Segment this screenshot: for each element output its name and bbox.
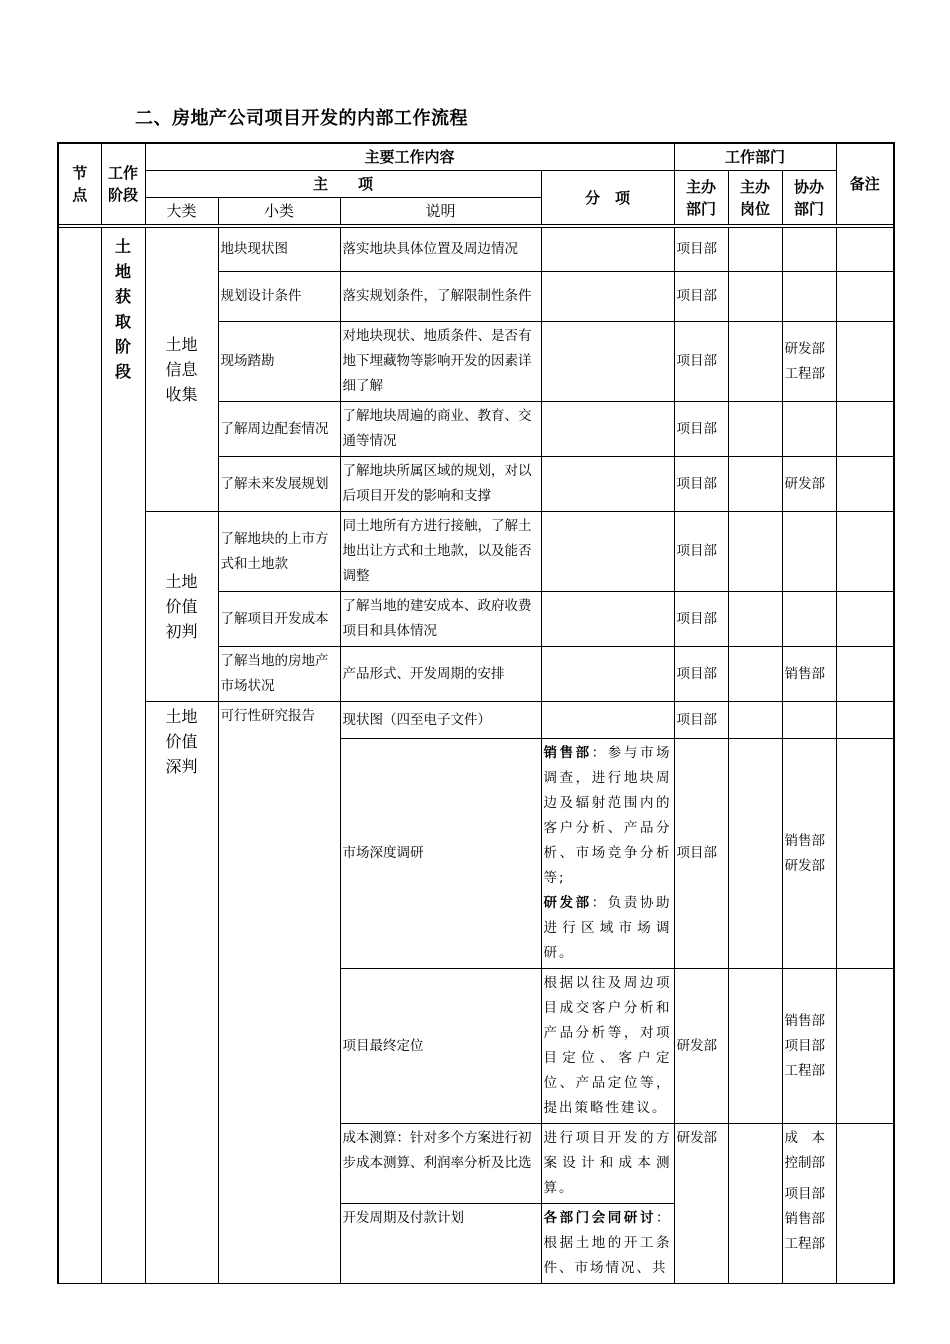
assist-multi: 项目部 销售部 工程部 [784,1186,826,1252]
table-cell-remark [836,969,894,1124]
table-cell-assist [782,512,836,592]
table-cell-post [728,228,782,272]
table-cell-post [728,322,782,402]
table-cell-host: 项目部 [674,457,728,512]
stage-name: 土 地 获 取 阶 段 [101,228,145,1284]
table-cell-desc: 落实地块具体位置及周边情况 [340,228,541,272]
header-description: 说明 [340,198,541,225]
table-cell-sub [541,592,674,647]
table-cell-assist [782,592,836,647]
table-cell-remark [836,228,894,272]
table-cell-sub [541,702,674,739]
table-cell-host: 项目部 [674,228,728,272]
table-cell-desc: 了解地块所属区域的规划，对以后项目开发的影响和支撑 [340,457,541,512]
table-cell-desc: 开发周期及付款计划 [340,1204,541,1284]
table-cell-post [728,512,782,592]
header-dept: 工作部门 [674,143,836,171]
table-cell-desc: 落实规划条件，了解限制性条件 [340,272,541,322]
table-cell-host: 项目部 [674,512,728,592]
table-cell-remark [836,592,894,647]
header-sub-item: 分 项 [541,171,674,225]
table-cell-host: 项目部 [674,402,728,457]
group-land-value-initial: 土地 价值 初判 [145,512,218,702]
page-title: 二、房地产公司项目开发的内部工作流程 [135,108,468,129]
table-cell-small: 可行性研究报告 [218,702,340,1284]
header-assist-dept: 协办 部门 [782,171,836,225]
workflow-table [57,142,895,1284]
table-cell-small: 了解地块的上市方式和土地款 [218,512,340,592]
table-cell-sub [541,228,674,272]
table-cell-post [728,592,782,647]
sub-text-rd: ：负责协助进行区域市场调研。 [543,895,672,961]
table-cell-assist: 研发部 工程部 [782,322,836,402]
table-cell-desc: 了解地块周遍的商业、教育、交通等情况 [340,402,541,457]
header-main-content: 主要工作内容 [145,143,674,171]
table-cell-remark [836,402,894,457]
table-cell-desc: 现状图（四至电子文件） [340,702,541,739]
table-cell-assist: 研发部 [782,457,836,512]
table-cell-post [728,272,782,322]
sub-text-sales: ：参与市场调查，进行地块周边及辐射范围内的客户分析、产品分析、市场竞争分析等; [543,745,672,886]
table-cell-host: 研发部 [674,1124,728,1284]
table-cell-remark [836,739,894,969]
table-cell-remark [836,322,894,402]
table-cell-sub: 进行项目开发的方案设计和成本测算。 [541,1124,674,1204]
table-cell-post [728,1124,782,1284]
table-cell-post [728,457,782,512]
header-host-post: 主办 岗位 [728,171,782,225]
header-host-dept: 主办 部门 [674,171,728,225]
table-cell-small: 了解未来发展规划 [218,457,340,512]
sub-bold-all-depts: 各部门会同研讨 [543,1210,657,1226]
group-land-info: 土地 信息 收集 [145,228,218,512]
table-cell-remark [836,1124,894,1284]
table-cell-sub [541,739,674,969]
table-cell-post [728,969,782,1124]
table-cell-small: 规划设计条件 [218,272,340,322]
table-cell-host: 项目部 [674,739,728,969]
table-cell-host: 研发部 [674,969,728,1124]
table-cell-post [728,402,782,457]
header-category-small: 小类 [218,198,340,225]
table-cell-assist [782,1124,836,1284]
node-cell [58,228,101,1284]
table-cell-assist: 销售部 项目部 工程部 [782,969,836,1124]
table-cell-desc: 成本测算：针对多个方案进行初步成本测算、利润率分析及比选 [340,1124,541,1204]
table-cell-remark [836,272,894,322]
table-cell-small: 现场踏勘 [218,322,340,402]
table-cell-small: 地块现状图 [218,228,340,272]
table-cell-small: 了解周边配套情况 [218,402,340,457]
sub-bold-rd: 研发部 [543,895,592,911]
table-cell-assist: 销售部 研发部 [782,739,836,969]
table-cell-remark [836,512,894,592]
table-cell-desc: 项目最终定位 [340,969,541,1124]
table-cell-host: 项目部 [674,702,728,739]
table-cell-sub [541,402,674,457]
table-cell-assist [782,702,836,739]
header-stage: 工作 阶段 [101,143,145,225]
table-cell-sub [541,272,674,322]
table-cell-desc: 了解当地的建安成本、政府收费项目和具体情况 [340,592,541,647]
table-cell-sub: 根据以往及周边项目成交客户分析和产品分析等，对项目定位、客户定位、产品定位等，提出策略性建议。 [541,969,674,1124]
table-cell-assist [782,402,836,457]
table-cell-remark [836,702,894,739]
table-cell-sub [541,512,674,592]
table-cell-sub [541,647,674,702]
table-cell-host: 项目部 [674,272,728,322]
assist-cost-control: 成 本 控制部 [784,1130,826,1171]
table-cell-post [728,739,782,969]
table-cell-small: 了解当地的房地产市场状况 [218,647,340,702]
table-cell-host: 项目部 [674,592,728,647]
header-remark: 备注 [836,143,894,225]
table-cell-remark [836,647,894,702]
table-cell-sub [541,322,674,402]
header-main-item: 主 项 [145,171,541,198]
header-node: 节 点 [58,143,101,225]
table-cell-desc: 对地块现状、地质条件、是否有地下埋藏物等影响开发的因素详细了解 [340,322,541,402]
sub-text-all-depts: ：根据土地的开工条件、市场情况、共 [543,1210,672,1276]
table-cell-host: 项目部 [674,322,728,402]
sub-bold-sales: 销售部 [543,745,592,761]
table-cell-post [728,647,782,702]
table-cell-assist: 销售部 [782,647,836,702]
table-cell-sub [541,457,674,512]
table-cell-post [728,702,782,739]
group-land-value-deep: 土地 价值 深判 [145,702,218,1284]
table-cell-desc: 同土地所有方进行接触，了解土地出让方式和土地款，以及能否调整 [340,512,541,592]
table-cell-small: 了解项目开发成本 [218,592,340,647]
header-category-large: 大类 [145,198,218,225]
table-cell-assist [782,272,836,322]
table-cell-assist [782,228,836,272]
table-cell-sub [541,1204,674,1284]
table-cell-remark [836,457,894,512]
table-cell-desc: 市场深度调研 [340,739,541,969]
table-cell-host: 项目部 [674,647,728,702]
table-cell-desc: 产品形式、开发周期的安排 [340,647,541,702]
